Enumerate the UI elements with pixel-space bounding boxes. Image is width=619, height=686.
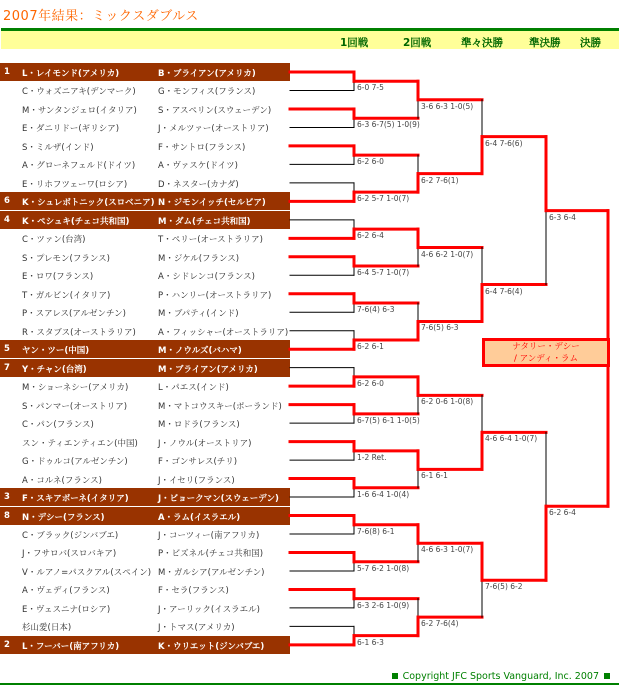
player-1-name: K・シュレボトニック(スロベニア) <box>22 198 155 209</box>
player-1-name: E・リホフツェーワ(ロシア) <box>22 179 128 190</box>
player-1-name: M・ショーネシー(アメリカ) <box>22 383 129 394</box>
match-score: 6-4 7-6(4) <box>485 286 523 296</box>
match-score: 4-6 6-3 1-0(7) <box>421 545 474 555</box>
player-1-name: G・ドゥルコ(アルゼンチン) <box>22 457 128 468</box>
copyright-footer <box>387 671 615 682</box>
player-2-name: M・ジケル(フランス) <box>158 253 240 264</box>
match-score: 6-2 6-1 <box>357 341 384 351</box>
player-2-name: K・ウリエット(ジンバブエ) <box>158 641 265 652</box>
player-1-name: C・ウォズニアキ(デンマーク) <box>22 87 136 98</box>
champion-box <box>482 338 610 367</box>
seed-number: 3 <box>4 492 10 503</box>
round-label-2: 2回戦 <box>403 37 432 49</box>
player-2-name: A・シドレンコ(フランス) <box>158 272 255 283</box>
match-score: 6-2 6-0 <box>357 378 384 388</box>
player-2-name: P・ハンリー(オーストラリア) <box>158 290 272 301</box>
square-bullet-icon <box>392 673 398 679</box>
round-label-sf: 準決勝 <box>529 37 561 49</box>
player-1-name: L・レイモンド(アメリカ) <box>22 69 120 79</box>
player-2-name: F・サントロ(フランス) <box>158 142 246 153</box>
match-score: 6-2 7-6(1) <box>421 175 459 185</box>
seed-number: 4 <box>4 214 10 225</box>
footer-divider <box>0 683 619 685</box>
match-score: 7-6(8) 6-1 <box>357 526 395 536</box>
player-1-name: P・スアレス(アルゼンチン) <box>22 309 126 320</box>
seed-number: 5 <box>4 344 10 355</box>
player-2-name: A・ラム(イスラエル) <box>158 512 241 523</box>
player-1-name: R・スタブス(オーストラリア) <box>22 327 136 338</box>
player-1-name: S・プレモン(フランス) <box>22 253 110 264</box>
player-1-name: A・ヴェディ(フランス) <box>22 586 110 597</box>
player-2-name: J・トマス(アメリカ) <box>158 623 235 634</box>
match-score: 6-4 5-7 1-0(7) <box>357 268 410 278</box>
player-1-name: Y・チャン(台湾) <box>22 364 87 375</box>
match-score: 6-2 5-7 1-0(7) <box>357 194 410 204</box>
page-title: 2007年結果：ミックスダブルス <box>3 9 199 24</box>
player-1-name: E・ロワ(フランス) <box>22 272 94 283</box>
match-score: 4-6 6-4 1-0(7) <box>485 434 538 444</box>
player-2-name: J・コーツィー(南アフリカ) <box>158 531 260 541</box>
round-label-final: 決勝 <box>580 37 601 49</box>
player-1-name: E・ダニリドー(ギリシア) <box>22 124 120 135</box>
match-score: 6-2 7-6(4) <box>421 619 459 629</box>
player-1-name: J・フサロバ(スロバキア) <box>22 549 117 560</box>
player-2-name: M・ブパティ(インド) <box>158 309 239 320</box>
player-2-name: F・ゴンサレス(チリ) <box>158 457 238 468</box>
match-score: 6-2 6-4 <box>549 508 576 518</box>
player-1-name: E・ヴェスニナ(ロシア) <box>22 604 111 615</box>
player-2-name: J・ビョークマン(スウェーデン) <box>158 494 279 505</box>
player-2-name: J・イセリ(フランス) <box>158 475 235 486</box>
player-1-name: C・パン(フランス) <box>22 420 94 431</box>
champion-line2: / アンディ・ラム <box>514 354 578 364</box>
match-score: 3-6 6-3 1-0(5) <box>421 101 474 111</box>
player-1-name: N・デシー(フランス) <box>22 512 105 523</box>
player-1-name: 杉山愛(日本) <box>22 623 72 634</box>
match-score: 6-7(5) 6-1 1-0(5) <box>357 415 420 425</box>
match-score: 6-0 7-5 <box>357 83 384 93</box>
match-score: 7-6(5) 6-2 <box>485 582 523 592</box>
player-2-name: J・アーリック(イスラエル) <box>158 604 260 615</box>
player-2-name: B・ブライアン(アメリカ) <box>158 69 256 79</box>
match-score: 6-2 6-0 <box>357 157 384 167</box>
player-2-name: M・マトコウスキー(ポーランド) <box>158 401 282 412</box>
player-2-name: A・フィッシャー(オーストラリア) <box>158 327 289 338</box>
player-1-name: L・フーバー(南アフリカ) <box>22 641 120 652</box>
player-2-name: A・ヴァスケ(ドイツ) <box>158 161 238 172</box>
player-1-name: K・ペシュキ(チェコ共和国) <box>22 216 130 227</box>
player-1-name: C・ブラック(ジンバブエ) <box>22 531 119 541</box>
player-1-name: F・スキアボーネ(イタリア) <box>22 494 129 505</box>
player-2-name: G・モンフィス(フランス) <box>158 87 256 98</box>
player-1-name: S・パンマー(オーストリア) <box>22 401 128 412</box>
player-2-name: M・ガルシア(アルゼンチン) <box>158 567 265 578</box>
player-2-name: F・セラ(フランス) <box>158 586 229 597</box>
player-2-name: J・ノウル(オーストリア) <box>158 438 252 449</box>
match-score: 1-2 Ret. <box>357 452 387 462</box>
match-score: 6-2 0-6 1-0(8) <box>421 397 474 407</box>
round-label-qf: 準々決勝 <box>461 37 503 49</box>
match-score: 6-1 6-3 <box>357 637 384 647</box>
player-1-name: S・ミルザ(インド) <box>22 142 94 153</box>
seed-number: 2 <box>4 639 10 650</box>
match-score: 7-6(5) 6-3 <box>421 323 459 333</box>
player-2-name: N・ジモンイッチ(セルビア) <box>158 198 266 209</box>
player-1-name: T・ガルビン(イタリア) <box>22 290 111 301</box>
player-2-name: M・ノウルズ(バハマ) <box>158 346 242 357</box>
seed-number: 1 <box>4 67 10 77</box>
player-2-name: T・ペリー(オーストラリア) <box>158 235 263 246</box>
champion-line1: ナタリー・デシー <box>512 342 580 352</box>
match-score: 5-7 6-2 1-0(8) <box>357 563 410 573</box>
player-1-name: スン・ティエンティエン(中国) <box>22 438 138 449</box>
player-2-name: J・メルツァー(オーストリア) <box>158 124 269 135</box>
seed-number: 8 <box>4 510 10 521</box>
player-2-name: M・ロドラ(フランス) <box>158 420 240 431</box>
player-1-name: M・サンタンジェロ(イタリア) <box>22 105 137 116</box>
player-1-name: V・ルアノ=パスクアル(スペイン) <box>22 567 152 578</box>
match-score: 6-4 7-6(6) <box>485 138 523 148</box>
player-2-name: L・パエス(インド) <box>158 383 229 394</box>
player-1-name: A・コルネ(フランス) <box>22 475 102 486</box>
player-1-name: A・グローネフェルド(ドイツ) <box>22 161 136 172</box>
match-score: 6-3 6-4 <box>549 212 576 222</box>
player-2-name: P・ビズネル(チェコ共和国) <box>158 549 264 560</box>
match-score: 6-3 6-7(5) 1-0(9) <box>357 120 420 130</box>
seed-number: 7 <box>4 362 10 373</box>
seed-number: 6 <box>4 196 10 207</box>
copyright-text: Copyright JFC Sports Vanguard, Inc. 2007 <box>402 671 599 682</box>
match-score: 6-3 2-6 1-0(9) <box>357 600 410 610</box>
match-score: 4-6 6-2 1-0(7) <box>421 249 474 259</box>
player-1-name: C・ツァン(台湾) <box>22 235 86 246</box>
player-2-name: M・ダム(チェコ共和国) <box>158 216 251 227</box>
player-2-name: D・ネスター(カナダ) <box>158 179 239 190</box>
match-score: 7-6(4) 6-3 <box>357 305 395 314</box>
match-score: 6-1 6-1 <box>421 471 448 481</box>
round-label-1: 1回戦 <box>340 37 369 49</box>
square-bullet-icon <box>604 673 610 679</box>
player-2-name: M・ブライアン(アメリカ) <box>158 364 258 375</box>
player-2-name: S・アスペリン(スウェーデン) <box>158 105 272 116</box>
player-1-name: ヤン・ツー(中国) <box>22 346 90 357</box>
match-score: 6-2 6-4 <box>357 231 384 241</box>
match-score: 1-6 6-4 1-0(4) <box>357 489 410 499</box>
